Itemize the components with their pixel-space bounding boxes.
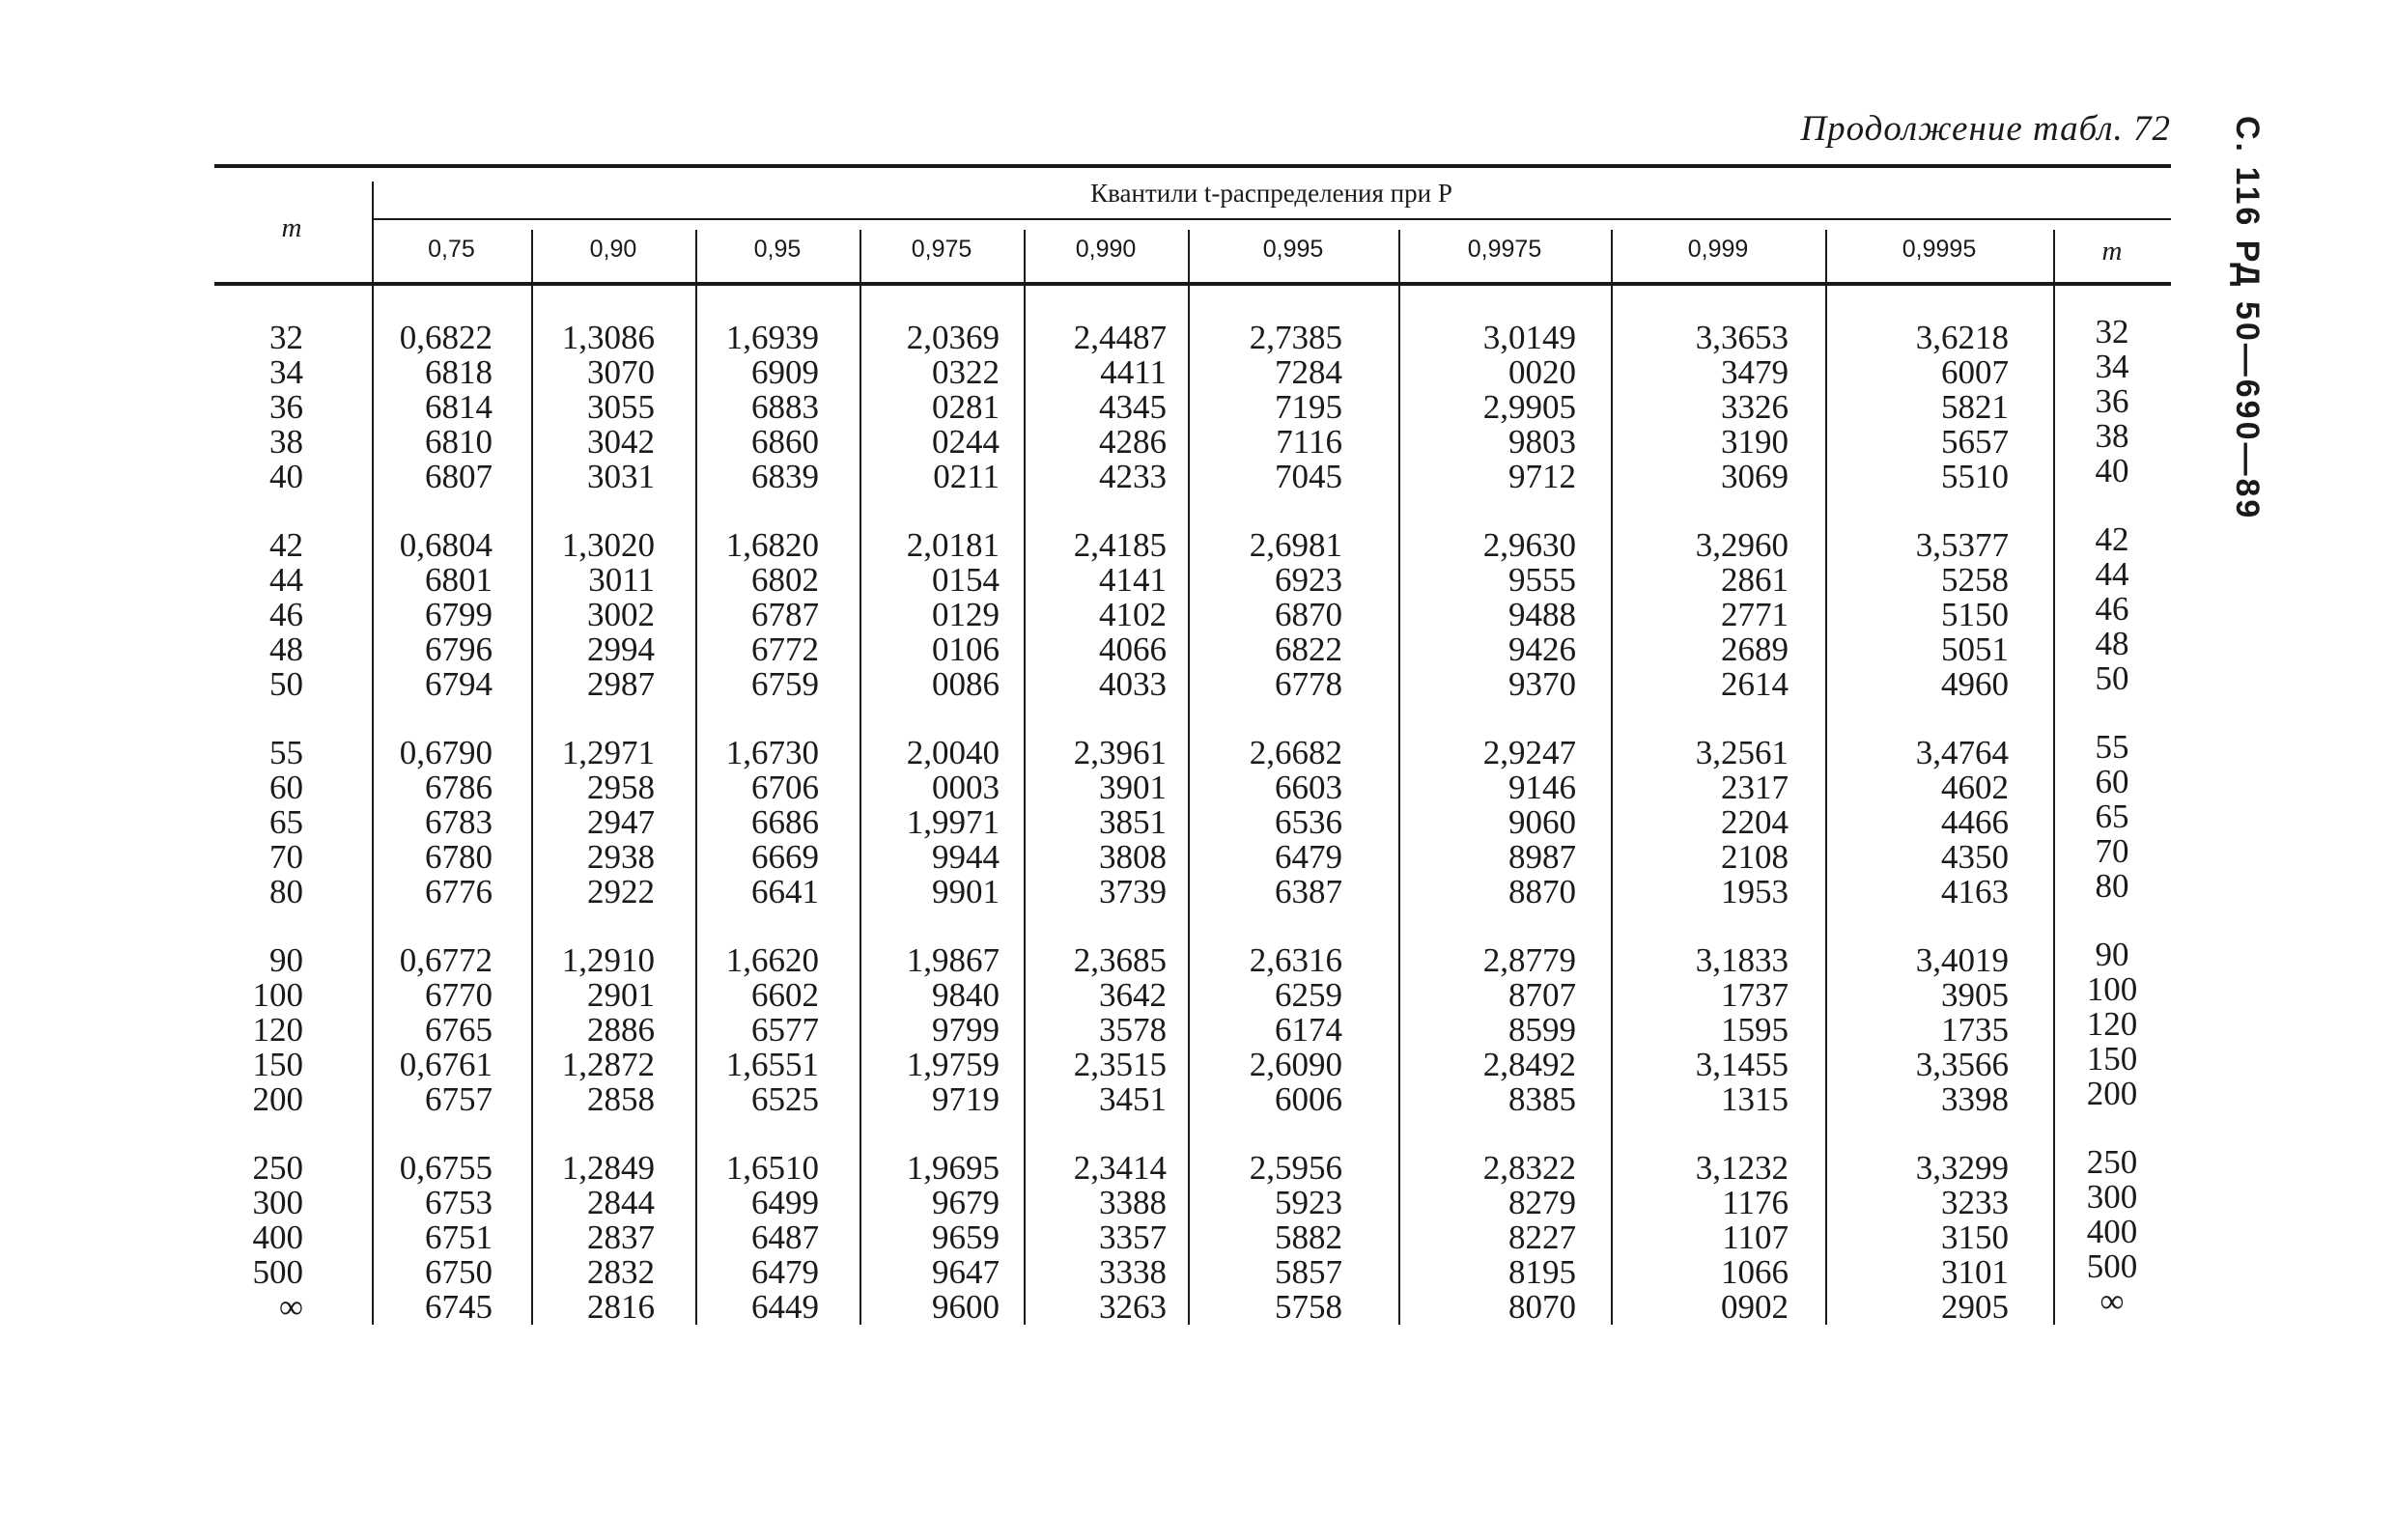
table-cell: 6759 <box>751 665 819 703</box>
table-cell: 6776 <box>425 873 493 910</box>
row-m-left: 400 <box>252 1218 303 1256</box>
table-cell: 4602 <box>1941 769 2009 806</box>
table-cell: 0,6804 <box>399 526 493 564</box>
table-cell: 2771 <box>1721 596 1789 633</box>
table-cell: 9679 <box>932 1184 1000 1221</box>
table-cell: 2,6682 <box>1249 734 1342 771</box>
table-cell: 3,0149 <box>1482 319 1576 356</box>
table-cell: 9803 <box>1508 423 1576 461</box>
table-cell: 6839 <box>751 458 819 495</box>
table-cell: 6870 <box>1275 596 1342 633</box>
table-cell: 9719 <box>932 1080 1000 1118</box>
row-m-right: ∞ <box>2099 1282 2125 1320</box>
table-cell: 3,3566 <box>1915 1046 2009 1083</box>
table-cell: 4141 <box>1099 561 1167 599</box>
table-cell: 2,6316 <box>1249 941 1342 979</box>
row-m-right: 48 <box>2095 625 2129 662</box>
table-cell: 1,9695 <box>906 1149 1000 1187</box>
row-m-right: 55 <box>2095 728 2129 766</box>
row-m-right: 46 <box>2095 590 2129 628</box>
table-cell: 8195 <box>1508 1253 1576 1291</box>
column-header: 0,75 <box>428 236 475 263</box>
table-cell: 3031 <box>587 458 655 495</box>
table-cell: 6802 <box>751 561 819 599</box>
table-cell: 1176 <box>1722 1184 1789 1221</box>
row-m-right: 32 <box>2095 313 2129 350</box>
row-m-left: 60 <box>269 769 303 806</box>
table-cell: 2858 <box>587 1080 655 1118</box>
table-cell: 2,0040 <box>906 734 1000 771</box>
table-cell: 0,6772 <box>399 941 493 979</box>
row-m-left: 120 <box>252 1011 303 1049</box>
table-cell: 3388 <box>1099 1184 1167 1221</box>
table-cell: 9944 <box>932 838 1000 876</box>
table-cell: 0020 <box>1508 353 1576 391</box>
table-top-rule <box>214 164 2171 168</box>
row-m-left: 500 <box>252 1253 303 1291</box>
table-cell: 9426 <box>1508 630 1576 668</box>
table-cell: 1,6820 <box>725 526 819 564</box>
row-m-left: 48 <box>269 630 303 668</box>
table-cell: 2,7385 <box>1249 319 1342 356</box>
table-cell: 2816 <box>587 1288 655 1326</box>
table-cell: 6479 <box>1275 838 1342 876</box>
table-cell: 2,8492 <box>1482 1046 1576 1083</box>
row-m-right: 60 <box>2095 763 2129 800</box>
table-cell: 2,9630 <box>1482 526 1576 564</box>
table-cell: 3190 <box>1721 423 1789 461</box>
table-cell: 4411 <box>1100 353 1167 391</box>
table-cell: 3150 <box>1941 1218 2009 1256</box>
table-cell: 2837 <box>587 1218 655 1256</box>
table-cell: 2689 <box>1721 630 1789 668</box>
table-cell: 6909 <box>751 353 819 391</box>
table-cell: 3,3653 <box>1695 319 1789 356</box>
row-m-right: 90 <box>2095 936 2129 973</box>
table-cell: 3851 <box>1099 803 1167 841</box>
table-cell: 0129 <box>932 596 1000 633</box>
table-cell: 3055 <box>587 388 655 426</box>
table-cell: 9060 <box>1508 803 1576 841</box>
table-cell: 7045 <box>1275 458 1342 495</box>
table-cell: 9647 <box>932 1253 1000 1291</box>
row-m-left: 300 <box>252 1184 303 1221</box>
table-cell: 3479 <box>1721 353 1789 391</box>
table-cell: 3578 <box>1099 1011 1167 1049</box>
table-cell: 6772 <box>751 630 819 668</box>
table-cell: 4286 <box>1099 423 1167 461</box>
table-cell: 6745 <box>425 1288 493 1326</box>
table-cell: 2,5956 <box>1249 1149 1342 1187</box>
table-cell: 3233 <box>1941 1184 2009 1221</box>
row-m-left: 55 <box>269 734 303 771</box>
table-cell: 1,6730 <box>725 734 819 771</box>
table-cell: 2832 <box>587 1253 655 1291</box>
table-cell: 7195 <box>1275 388 1342 426</box>
table-cell: 2,3961 <box>1073 734 1167 771</box>
table-cell: 2,3414 <box>1073 1149 1167 1187</box>
table-cell: 1,3020 <box>561 526 655 564</box>
group-header: Квантили t-распределения при P <box>1090 179 1452 208</box>
table-cell: 4233 <box>1099 458 1167 495</box>
table-cell: 6923 <box>1275 561 1342 599</box>
table-cell: 8599 <box>1508 1011 1576 1049</box>
table-cell: 1,2872 <box>561 1046 655 1083</box>
column-header: 0,9995 <box>1902 236 1977 263</box>
table-cell: 6807 <box>425 458 493 495</box>
table-cell: 9370 <box>1508 665 1576 703</box>
table-cell: 3808 <box>1099 838 1167 876</box>
column-divider <box>1611 230 1613 1325</box>
row-m-right: 65 <box>2095 798 2129 835</box>
table-cell: 6810 <box>425 423 493 461</box>
table-cell: 2,8779 <box>1482 941 1576 979</box>
table-cell: 1,9971 <box>906 803 1000 841</box>
table-cell: 9555 <box>1508 561 1576 599</box>
row-m-right: 120 <box>2086 1005 2138 1043</box>
column-header: 0,975 <box>911 236 972 263</box>
table-cell: 9712 <box>1508 458 1576 495</box>
table-cell: 9901 <box>932 873 1000 910</box>
table-cell: 3,5377 <box>1915 526 2009 564</box>
row-m-right: 200 <box>2086 1075 2138 1112</box>
row-m-right: 50 <box>2095 659 2129 697</box>
row-m-left: 34 <box>269 353 303 391</box>
group-header-rule <box>372 218 2171 220</box>
row-m-right: 38 <box>2095 417 2129 455</box>
row-m-left: 50 <box>269 665 303 703</box>
table-cell: 6765 <box>425 1011 493 1049</box>
table-cell: 1,2971 <box>561 734 655 771</box>
column-divider <box>1398 230 1400 1325</box>
row-m-right: 34 <box>2095 348 2129 385</box>
table-cell: 6770 <box>425 976 493 1014</box>
table-cell: 6794 <box>425 665 493 703</box>
row-m-right: 40 <box>2095 452 2129 490</box>
table-cell: 6487 <box>751 1218 819 1256</box>
table-cell: 8385 <box>1508 1080 1576 1118</box>
table-cell: 6479 <box>751 1253 819 1291</box>
table-cell: 3070 <box>587 353 655 391</box>
row-m-left: 200 <box>252 1080 303 1118</box>
table-cell: 3,2960 <box>1695 526 1789 564</box>
row-m-right: 500 <box>2086 1247 2138 1285</box>
table-cell: 1315 <box>1721 1080 1789 1118</box>
row-m-left: 42 <box>269 526 303 564</box>
table-cell: 6603 <box>1275 769 1342 806</box>
row-m-left: 70 <box>269 838 303 876</box>
table-cell: 2,0369 <box>906 319 1000 356</box>
table-cell: 0,6822 <box>399 319 493 356</box>
table-cell: 3642 <box>1099 976 1167 1014</box>
table-cell: 1,3086 <box>561 319 655 356</box>
table-cell: 7284 <box>1275 353 1342 391</box>
table-cell: 0106 <box>932 630 1000 668</box>
table-caption: Продолжение табл. 72 <box>1800 109 2171 149</box>
table-cell: 6536 <box>1275 803 1342 841</box>
table-cell: 8707 <box>1508 976 1576 1014</box>
table-cell: 0,6755 <box>399 1149 493 1187</box>
table-cell: 9840 <box>932 976 1000 1014</box>
table-cell: 2922 <box>587 873 655 910</box>
table-cell: 6786 <box>425 769 493 806</box>
table-cell: 8987 <box>1508 838 1576 876</box>
table-cell: 0244 <box>932 423 1000 461</box>
table-cell: 6686 <box>751 803 819 841</box>
row-m-left: 46 <box>269 596 303 633</box>
table-cell: 2,3515 <box>1073 1046 1167 1083</box>
table-cell: 6750 <box>425 1253 493 1291</box>
table-cell: 2844 <box>587 1184 655 1221</box>
table-cell: 2,4185 <box>1073 526 1167 564</box>
row-m-left: 100 <box>252 976 303 1014</box>
table-cell: 2,9905 <box>1482 388 1576 426</box>
table-cell: 6783 <box>425 803 493 841</box>
row-m-left: 44 <box>269 561 303 599</box>
row-m-left: 36 <box>269 388 303 426</box>
table-cell: 6814 <box>425 388 493 426</box>
table-cell: 4960 <box>1941 665 2009 703</box>
table-cell: 3905 <box>1941 976 2009 1014</box>
table-cell: 6007 <box>1941 353 2009 391</box>
table-cell: 3398 <box>1941 1080 2009 1118</box>
column-header: 0,990 <box>1075 236 1137 263</box>
table-cell: 3,4019 <box>1915 941 2009 979</box>
table-cell: 9146 <box>1508 769 1576 806</box>
table-cell: 4163 <box>1941 873 2009 910</box>
table-cell: 8070 <box>1508 1288 1576 1326</box>
table-cell: 3069 <box>1721 458 1789 495</box>
table-cell: 4350 <box>1941 838 2009 876</box>
table-cell: 3901 <box>1099 769 1167 806</box>
table-cell: 4033 <box>1099 665 1167 703</box>
table-cell: 4102 <box>1099 596 1167 633</box>
table-cell: 3101 <box>1941 1253 2009 1291</box>
table-cell: 6753 <box>425 1184 493 1221</box>
table-cell: 2204 <box>1721 803 1789 841</box>
table-cell: 1953 <box>1721 873 1789 910</box>
row-m-right: 44 <box>2095 555 2129 593</box>
table-cell: 0003 <box>932 769 1000 806</box>
table-cell: 6499 <box>751 1184 819 1221</box>
table-cell: 9799 <box>932 1011 1000 1049</box>
table-cell: 3011 <box>588 561 655 599</box>
table-cell: 2317 <box>1721 769 1789 806</box>
row-m-left: 250 <box>252 1149 303 1187</box>
table-cell: 5857 <box>1275 1253 1342 1291</box>
table-cell: 0086 <box>932 665 1000 703</box>
table-cell: 2,6090 <box>1249 1046 1342 1083</box>
page-side-label: С. 116 РД 50—690—89 <box>2229 116 2266 521</box>
table-cell: 2,3685 <box>1073 941 1167 979</box>
table-cell: 6706 <box>751 769 819 806</box>
table-cell: 6778 <box>1275 665 1342 703</box>
table-cell: 6259 <box>1275 976 1342 1014</box>
table-cell: 1,9759 <box>906 1046 1000 1083</box>
table-cell: 6780 <box>425 838 493 876</box>
table-cell: 1595 <box>1721 1011 1789 1049</box>
table-cell: 1,2910 <box>561 941 655 979</box>
row-m-right: 36 <box>2095 382 2129 420</box>
table-cell: 3739 <box>1099 873 1167 910</box>
table-cell: 0902 <box>1721 1288 1789 1326</box>
table-cell: 2861 <box>1721 561 1789 599</box>
table-cell: 2901 <box>587 976 655 1014</box>
table-cell: 3,6218 <box>1915 319 2009 356</box>
table-cell: 1,6551 <box>725 1046 819 1083</box>
table-cell: 3338 <box>1099 1253 1167 1291</box>
table-cell: 6387 <box>1275 873 1342 910</box>
table-cell: 8870 <box>1508 873 1576 910</box>
column-header: 0,95 <box>753 236 802 263</box>
table-cell: 3042 <box>587 423 655 461</box>
row-m-left: 150 <box>252 1046 303 1083</box>
table-cell: 6860 <box>751 423 819 461</box>
table-cell: 0,6761 <box>399 1046 493 1083</box>
table-cell: 5923 <box>1275 1184 1342 1221</box>
table-cell: 6757 <box>425 1080 493 1118</box>
m-header-left: m <box>281 212 302 243</box>
table-cell: 2,4487 <box>1073 319 1167 356</box>
table-cell: 2,8322 <box>1482 1149 1576 1187</box>
table-cell: 6751 <box>425 1218 493 1256</box>
table-cell: 2905 <box>1941 1288 2009 1326</box>
column-header: 0,995 <box>1262 236 1324 263</box>
table-cell: 4345 <box>1099 388 1167 426</box>
table-cell: 1107 <box>1722 1218 1789 1256</box>
table-cell: 6818 <box>425 353 493 391</box>
row-m-left: 32 <box>269 319 303 356</box>
table-cell: 2938 <box>587 838 655 876</box>
table-cell: 3,2561 <box>1695 734 1789 771</box>
table-cell: 5821 <box>1941 388 2009 426</box>
table-cell: 2,0181 <box>906 526 1000 564</box>
table-cell: 2987 <box>587 665 655 703</box>
row-m-right: 70 <box>2095 832 2129 870</box>
table-cell: 6174 <box>1275 1011 1342 1049</box>
column-header: 0,90 <box>589 236 637 263</box>
row-m-right: 42 <box>2095 520 2129 558</box>
table-cell: 6801 <box>425 561 493 599</box>
table-cell: 6006 <box>1275 1080 1342 1118</box>
table-cell: 6577 <box>751 1011 819 1049</box>
table-cell: 0154 <box>932 561 1000 599</box>
table-cell: 2958 <box>587 769 655 806</box>
table-cell: 1,9867 <box>906 941 1000 979</box>
table-cell: 0211 <box>933 458 1000 495</box>
table-cell: 6669 <box>751 838 819 876</box>
row-m-left: 40 <box>269 458 303 495</box>
table-cell: 1,2849 <box>561 1149 655 1187</box>
table-cell: 9659 <box>932 1218 1000 1256</box>
row-m-left: 90 <box>269 941 303 979</box>
row-m-right: 300 <box>2086 1178 2138 1216</box>
table-cell: 5657 <box>1941 423 2009 461</box>
table-cell: 6796 <box>425 630 493 668</box>
table-cell: 3263 <box>1099 1288 1167 1326</box>
table-cell: 7116 <box>1276 423 1342 461</box>
table-cell: 9600 <box>932 1288 1000 1326</box>
table-cell: 8279 <box>1508 1184 1576 1221</box>
table-cell: 1737 <box>1721 976 1789 1014</box>
table-cell: 2947 <box>587 803 655 841</box>
row-m-right: 400 <box>2086 1213 2138 1250</box>
table-cell: 6602 <box>751 976 819 1014</box>
table-cell: 4066 <box>1099 630 1167 668</box>
column-divider <box>1825 230 1827 1325</box>
table-cell: 2108 <box>1721 838 1789 876</box>
m-header-right: m <box>2101 236 2123 266</box>
table-cell: 3,1232 <box>1695 1149 1789 1187</box>
table-cell: 6799 <box>425 596 493 633</box>
table-cell: 2,6981 <box>1249 526 1342 564</box>
table-cell: 2994 <box>587 630 655 668</box>
row-m-right: 250 <box>2086 1143 2138 1181</box>
table-cell: 3,3299 <box>1915 1149 2009 1187</box>
table-cell: 6449 <box>751 1288 819 1326</box>
table-cell: 8227 <box>1508 1218 1576 1256</box>
table-cell: 0,6790 <box>399 734 493 771</box>
table-cell: 6641 <box>751 873 819 910</box>
table-cell: 6525 <box>751 1080 819 1118</box>
table-cell: 3,1833 <box>1695 941 1789 979</box>
table-cell: 0322 <box>932 353 1000 391</box>
table-cell: 9488 <box>1508 596 1576 633</box>
row-m-right: 80 <box>2095 867 2129 905</box>
row-m-left: ∞ <box>279 1288 303 1326</box>
table-cell: 5882 <box>1275 1218 1342 1256</box>
row-m-left: 65 <box>269 803 303 841</box>
table-cell: 6787 <box>751 596 819 633</box>
table-cell: 3,4764 <box>1915 734 2009 771</box>
table-cell: 1,6939 <box>725 319 819 356</box>
table-cell: 3357 <box>1099 1218 1167 1256</box>
table-cell: 1735 <box>1941 1011 2009 1049</box>
table-cell: 2886 <box>587 1011 655 1049</box>
table-cell: 1,6510 <box>725 1149 819 1187</box>
row-m-left: 80 <box>269 873 303 910</box>
row-m-left: 38 <box>269 423 303 461</box>
table-cell: 4466 <box>1941 803 2009 841</box>
column-header: 0,9975 <box>1467 236 1542 263</box>
table-cell: 3,1455 <box>1695 1046 1789 1083</box>
row-m-right: 100 <box>2086 970 2138 1008</box>
table-cell: 3451 <box>1099 1080 1167 1118</box>
table-cell: 5051 <box>1941 630 2009 668</box>
table-cell: 5150 <box>1941 596 2009 633</box>
table-cell: 6883 <box>751 388 819 426</box>
table-cell: 6822 <box>1275 630 1342 668</box>
table-cell: 2614 <box>1721 665 1789 703</box>
table-cell: 0281 <box>932 388 1000 426</box>
table-cell: 3002 <box>587 596 655 633</box>
table-cell: 5758 <box>1275 1288 1342 1326</box>
table-cell: 1,6620 <box>725 941 819 979</box>
table-cell: 3326 <box>1721 388 1789 426</box>
table-cell: 1066 <box>1721 1253 1789 1291</box>
row-m-right: 150 <box>2086 1040 2138 1078</box>
table-cell: 5258 <box>1941 561 2009 599</box>
header-bottom-rule <box>214 282 2171 286</box>
table-cell: 2,9247 <box>1482 734 1576 771</box>
column-header: 0,999 <box>1687 236 1749 263</box>
table-cell: 5510 <box>1941 458 2009 495</box>
